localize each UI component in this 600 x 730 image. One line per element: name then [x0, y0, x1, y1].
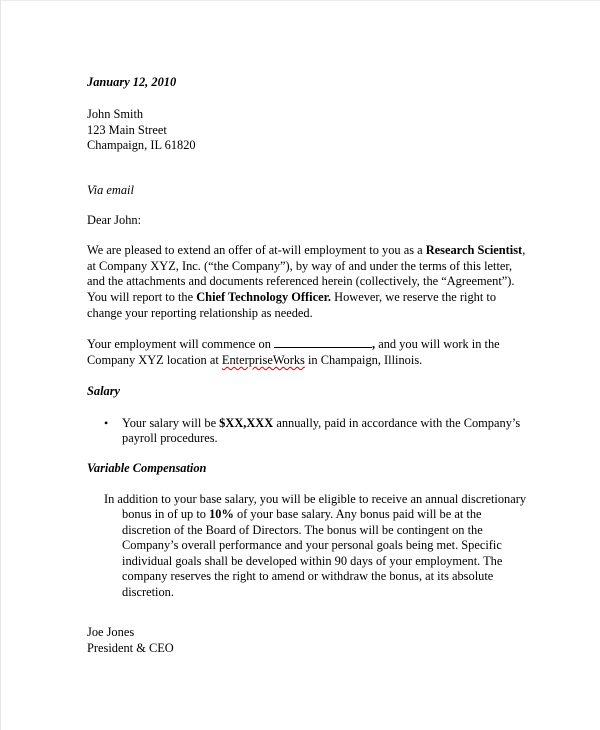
- offer-paragraph-line-2: at Company XYZ, Inc. (“the Company”), by way of and under the terms of this letter,: [87, 259, 513, 273]
- location-text: Company XYZ location at: [87, 353, 222, 367]
- bonus-line-4: Company’s overall performance and your personal goals being met. Specific: [122, 538, 502, 552]
- manager-title: Chief Technology Officer.: [196, 290, 332, 304]
- variable-compensation-heading: Variable Compensation: [87, 461, 207, 475]
- reserve-text: However, we reserve the right to: [331, 290, 497, 304]
- location-name: EnterpriseWorks: [221, 353, 305, 367]
- start-date-blank: [274, 337, 372, 348]
- salary-line-1: [122, 415, 520, 431]
- bonus-line-6: company reserves the right to amend or withdraw the bonus, at its absolute: [122, 569, 494, 583]
- report-text: You will report to the: [87, 290, 197, 304]
- salary-heading: Salary: [87, 384, 121, 398]
- signer-name: Joe Jones: [87, 625, 135, 639]
- bonus-line-1: In addition to your base salary, you will be eligible to receive an annual discretionary: [104, 492, 527, 506]
- salary-bullet-icon: •: [104, 416, 109, 430]
- bonus-percent: 10%: [209, 507, 234, 521]
- recipient-city: Champaign, IL 61820: [87, 138, 196, 152]
- work-text: and you will work in the: [375, 337, 500, 351]
- offer-paragraph-line-4: [87, 289, 496, 305]
- signer-title: President & CEO: [87, 641, 174, 655]
- bonus-terms: of your base salary. Any bonus paid will be at the: [233, 507, 482, 521]
- bonus-line-2: [122, 506, 482, 522]
- bonus-line-7: discretion.: [122, 585, 174, 599]
- commence-text: Your employment will commence on: [87, 337, 274, 351]
- salary-terms: annually, paid in accordance with the Company’s: [273, 416, 521, 430]
- city-text: in Champaign, Illinois.: [304, 353, 423, 367]
- salary-line-2: payroll procedures.: [122, 431, 218, 445]
- salary-text: Your salary will be: [122, 416, 220, 430]
- bonus-text: bonus in of up to: [122, 507, 210, 521]
- bonus-line-5: individual goals shall be developed within 90 days of your employment. The: [122, 554, 503, 568]
- letter-date: January 12, 2010: [87, 75, 177, 89]
- offer-comma: ,: [522, 243, 526, 257]
- salary-amount: $XX,XXX: [219, 416, 274, 430]
- delivery-method: Via email: [87, 183, 134, 197]
- offer-paragraph-line-3: and the attachments and documents referenced herein (collectively, the “Agreement”).: [87, 274, 515, 288]
- job-title: Research Scientist: [425, 243, 523, 257]
- bonus-line-3: discretion of the Board of Directors. The bonus will be contingent on the: [122, 523, 483, 537]
- start-paragraph-line-2: [87, 352, 422, 368]
- recipient-street: 123 Main Street: [87, 123, 167, 137]
- start-paragraph-line-1: [87, 336, 500, 352]
- offer-paragraph-line-1: [87, 242, 525, 258]
- offer-paragraph-line-5: change your reporting relationship as needed.: [87, 306, 313, 320]
- blank-comma: ,: [371, 337, 376, 351]
- offer-text: We are pleased to extend an offer of at-will employment to you as a: [87, 243, 426, 257]
- recipient-name: John Smith: [87, 107, 144, 121]
- salutation: Dear John:: [87, 213, 142, 227]
